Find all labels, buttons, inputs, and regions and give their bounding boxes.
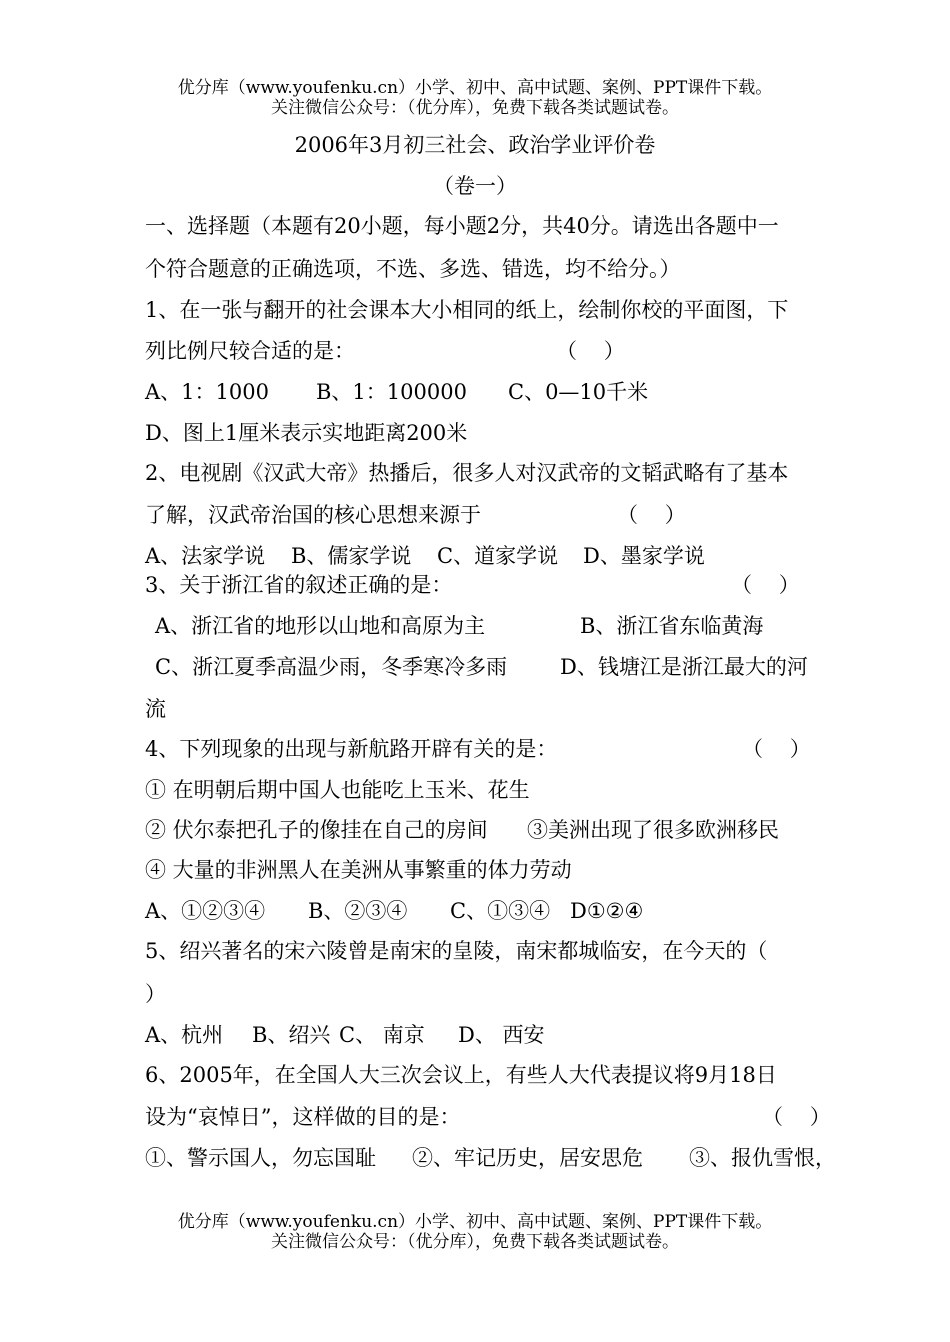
page-title: 2006年3月初三社会、政治学业评价卷 bbox=[294, 133, 656, 157]
q4-item-1: ① 在明朝后期中国人也能吃上玉米、花生 bbox=[145, 778, 530, 802]
q3-option-d-continued: 流 bbox=[145, 697, 166, 721]
q5-option-a: A、杭州 bbox=[145, 1023, 224, 1047]
footer-line-2: 关注微信公众号：（优分库），免费下载各类试题试卷。 bbox=[271, 1232, 679, 1252]
q1-option-b: B、1：100000 bbox=[316, 380, 467, 404]
q1-stem-line-2: 列比例尺较合适的是： bbox=[145, 339, 355, 363]
header-line-1: 优分库（www.youfenku.cn）小学、初中、高中试题、案例、PPT课件下载。 bbox=[177, 78, 773, 98]
q1-option-a: A、1：1000 bbox=[145, 380, 269, 404]
q3-option-a: A、浙江省的地形以山地和高原为主 bbox=[155, 614, 486, 638]
q2-option-c: C、道家学说 bbox=[437, 544, 559, 568]
q1-answer-blank: （ ） bbox=[556, 339, 625, 363]
q2-stem-line-2: 了解，汉武帝治国的核心思想来源于 bbox=[145, 503, 481, 527]
q1-option-c: C、0—10千米 bbox=[508, 380, 649, 404]
q3-option-d: D、钱塘江是浙江最大的河 bbox=[560, 655, 808, 679]
q2-answer-blank: （ ） bbox=[617, 503, 686, 527]
q5-option-b: B、绍兴 bbox=[252, 1023, 331, 1047]
q3-stem: 3、关于浙江省的叙述正确的是： bbox=[145, 573, 453, 597]
q6-item-2: ②、牢记历史，居安思危 bbox=[412, 1146, 643, 1170]
q2-option-b: B、儒家学说 bbox=[291, 544, 412, 568]
q4-stem: 4、下列现象的出现与新航路开辟有关的是： bbox=[145, 737, 558, 761]
q6-item-3: ③、报仇雪恨， bbox=[689, 1146, 836, 1170]
q2-option-d: D、墨家学说 bbox=[583, 544, 705, 568]
q5-stem-line-1: 5、绍兴著名的宋六陵曾是南宋的皇陵，南宋都城临安，在今天的（ bbox=[145, 939, 768, 963]
q5-option-d: D、 西安 bbox=[458, 1023, 545, 1047]
q4-item-4: ④ 大量的非洲黑人在美洲从事繁重的体力劳动 bbox=[145, 858, 572, 882]
q4-item-2: ② 伏尔泰把孔子的像挂在自己的房间 bbox=[145, 818, 488, 842]
q1-option-d: D、图上1厘米表示实地距离200米 bbox=[145, 421, 468, 445]
q1-stem-line-1: 1、在一张与翻开的社会课本大小相同的纸上，绘制你校的平面图，下 bbox=[145, 298, 789, 322]
page-subtitle: （卷一） bbox=[433, 174, 517, 198]
q6-stem-line-1: 6、2005年，在全国人大三次会议上，有些人大代表提议将9月18日 bbox=[145, 1063, 777, 1087]
q4-option-a: A、①②③④ bbox=[145, 899, 266, 923]
q3-answer-blank: （ ） bbox=[731, 573, 800, 597]
section-instruction-line-2: 个符合题意的正确选项，不选、多选、错选，均不给分。） bbox=[145, 257, 681, 281]
q2-option-a: A、法家学说 bbox=[145, 544, 266, 568]
q5-options-row bbox=[145, 1022, 545, 1048]
q4-item-3: ③美洲出现了很多欧洲移民 bbox=[527, 818, 779, 842]
q4-option-c: C、①③④ bbox=[450, 899, 551, 923]
q5-option-c: C、 南京 bbox=[339, 1023, 425, 1047]
q2-stem-line-1: 2、电视剧《汉武大帝》热播后，很多人对汉武帝的文韬武略有了基本 bbox=[145, 461, 789, 485]
header-line-2: 关注微信公众号：（优分库），免费下载各类试题试卷。 bbox=[271, 98, 679, 118]
q6-answer-blank: （ ） bbox=[762, 1105, 831, 1129]
q3-option-c: C、浙江夏季高温少雨，冬季寒冷多雨 bbox=[155, 655, 508, 679]
q6-item-1: ①、警示国人，勿忘国耻 bbox=[145, 1146, 376, 1170]
section-instruction-line-1: 一、选择题（本题有20小题，每小题2分，共40分。请选出各题中一 bbox=[145, 214, 779, 238]
q4-answer-blank: （ ） bbox=[742, 737, 811, 761]
q5-stem-line-2: ） bbox=[145, 982, 166, 1006]
q4-option-d: D①②④ bbox=[570, 899, 644, 923]
q4-options-row bbox=[145, 898, 643, 924]
q6-stem-line-2: 设为“哀悼日”，这样做的目的是： bbox=[145, 1105, 461, 1129]
q3-option-b: B、浙江省东临黄海 bbox=[580, 614, 764, 638]
footer-line-1: 优分库（www.youfenku.cn）小学、初中、高中试题、案例、PPT课件下载。 bbox=[177, 1212, 773, 1232]
q4-option-b: B、②③④ bbox=[308, 899, 408, 923]
q1-options-row bbox=[145, 379, 648, 405]
q6-items-row bbox=[145, 1145, 836, 1171]
q2-options-row bbox=[145, 543, 705, 569]
